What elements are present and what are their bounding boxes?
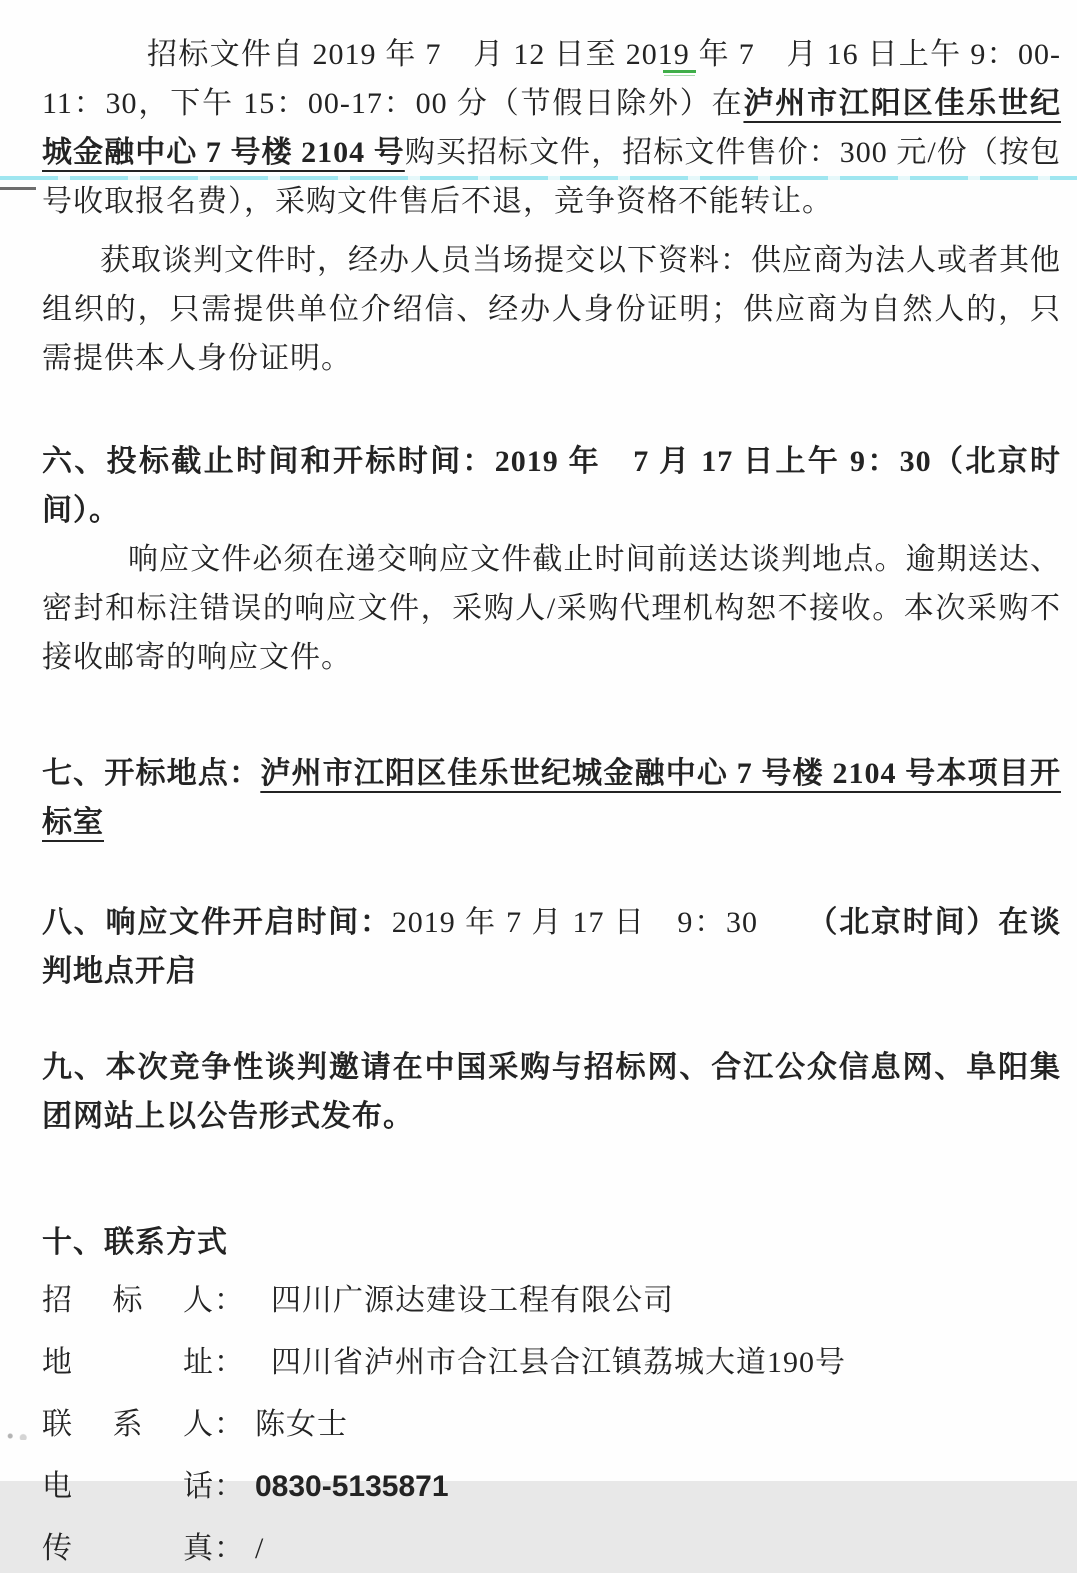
purchase-address-underlined: 泸州市江阳区佳乐世纪城金融中心 7 号楼 2104 号 [42, 87, 1061, 169]
purchase-info-text: 招标文件自 2019 年 7 月 12 日至 2019 年 7 月 16 日上午 9：00-11：30，下午 15：00-17：00 分（节假日除外）在 [42, 38, 1061, 120]
section-6-title: 六、投标截止时间和开标时间： [42, 445, 495, 478]
section-7-address-underlined: 泸州市江阳区佳乐世纪城金融中心 7 号楼 2104 号本项目开标室 [42, 757, 1061, 839]
section-8-datetime: 2019 年 7 月 17 日 9：30 [391, 906, 823, 939]
section-9-heading: 九、本次竞争性谈判邀请在中国采购与招标网、合江公众信息网、阜阳集团网站上以公告形式发布。 [42, 1051, 1061, 1133]
section-8-location: （北京时间）在谈判地点开启 [42, 906, 1061, 988]
fax-value: / [255, 1532, 265, 1565]
contact-row-fax [42, 1524, 1061, 1573]
section-6-deadline: 2019 年 7 月 17 日上午 9：30（北京时间）。 [42, 445, 1062, 527]
section-7-title: 七、开标地点： [42, 757, 261, 790]
phone-value: 0830-5135871 [255, 1470, 449, 1503]
obtain-documents-paragraph: 获取谈判文件时，经办人员当场提交以下资料：供应商为法人或者其他组织的，只需提供单位介绍信、经办人身份证明；供应商为自然人的，只需提供本人身份证明。 [42, 244, 1061, 375]
colon: ： [214, 1346, 245, 1379]
section-7-heading [42, 749, 1061, 847]
address-value: 四川省泸州市合江县合江镇荔城大道190号 [271, 1346, 846, 1379]
contact-person-label: 联系人 [42, 1408, 214, 1441]
section-8-heading [42, 898, 1061, 996]
colon: ： [214, 1284, 245, 1317]
contact-row-phone [42, 1462, 1061, 1511]
colon: ： [214, 1408, 245, 1441]
contact-row-tenderee [42, 1276, 1061, 1325]
fax-label: 传真 [42, 1532, 214, 1565]
contact-row-contact-person [42, 1400, 1061, 1449]
phone-label: 电话 [42, 1470, 214, 1503]
tenderee-label: 招标人 [42, 1284, 214, 1317]
colon: ： [214, 1470, 245, 1503]
tenderee-value: 四川广源达建设工程有限公司 [271, 1284, 674, 1317]
section-10-heading: 十、联系方式 [42, 1226, 228, 1259]
purchase-info-paragraph [42, 30, 1061, 226]
section-6-heading [42, 437, 1061, 535]
contact-row-address [42, 1338, 1061, 1387]
section-6-body-paragraph: 响应文件必须在递交响应文件截止时间前送达谈判地点。逾期送达、密封和标注错误的响应文件，采购人/采购代理机构恕不接收。本次采购不接收邮寄的响应文件。 [42, 543, 1061, 674]
contact-person-value: 陈女士 [255, 1408, 348, 1441]
colon: ： [214, 1532, 245, 1565]
section-8-title: 八、响应文件开启时间： [42, 906, 392, 939]
address-label: 地址 [42, 1346, 214, 1379]
purchase-price-text: 购买招标文件，招标文件售价：300 元/份（按包号收取报名费），采购文件售后不退，竞争资格不能转让。 [42, 136, 1061, 218]
